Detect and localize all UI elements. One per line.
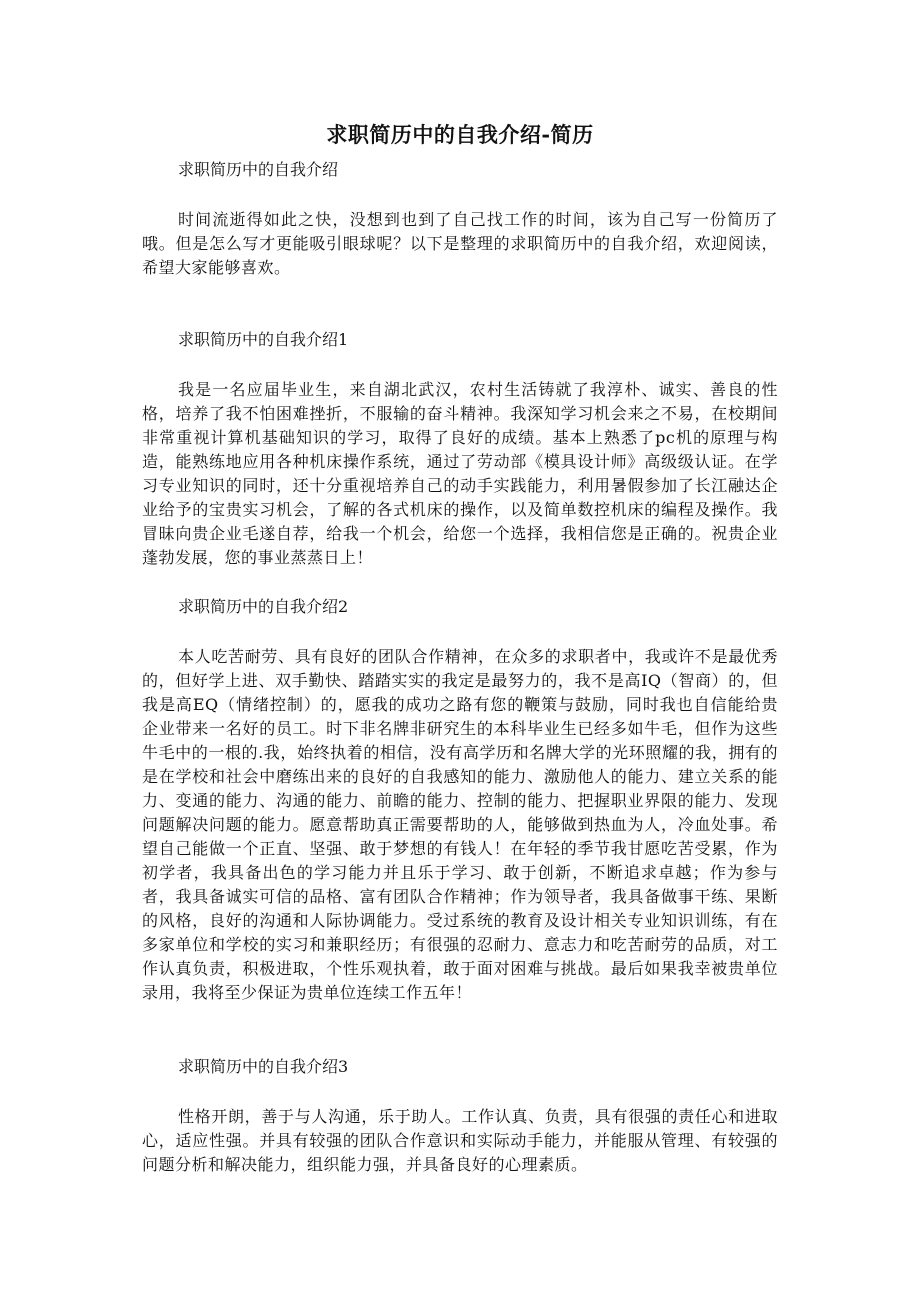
document-title: 求职简历中的自我介绍-简历 — [326, 122, 594, 147]
section-1-heading: 求职简历中的自我介绍1 — [178, 330, 349, 349]
section-3-body: 性格开朗，善于与人沟通，乐于助人。工作认真、负责，具有很强的责任心和进取心，适应性强。并具有较强的团队合作意识和实际动手能力，并能服从管理、有较强的问题分析和解决能力，组织能力强，并具备良好的心理素质。 — [142, 1107, 778, 1174]
section-3-heading: 求职简历中的自我介绍3 — [178, 1057, 349, 1076]
section-1-body: 我是一名应届毕业生，来自湖北武汉，农村生活铸就了我淳朴、诚实、善良的性格，培养了我不怕困难挫折，不服输的奋斗精神。我深知学习机会来之不易，在校期间非常重视计算机基础知识的学习，取得了良好的成绩。基本上熟悉了pc机的原理与构造，能熟练地应用各种机床操作系统，通过了劳动部《模具设计师》高级级认证。在学习专业知识的同时，还十分重视培养自己的动手实践能力，利用暑假参加了长江融达企业给予的宝贵实习机会，了解的各式机床的操作，以及简单数控机床的编程及操作。我冒昧向贵企业毛遂自荐，给我一个机会，给您一个选择，我相信您是正确的。祝贵企业蓬勃发展，您的事业蒸蒸日上！ — [142, 380, 778, 567]
intro-paragraph: 时间流逝得如此之快，没想到也到了自己找工作的时间，该为自己写一份简历了哦。但是怎么写才更能吸引眼球呢？以下是整理的求职简历中的自我介绍，欢迎阅读，希望大家能够喜欢。 — [142, 210, 778, 277]
section-2-body: 本人吃苦耐劳、具有良好的团队合作精神，在众多的求职者中，我或许不是最优秀的，但好学上进、双手勤快、踏踏实实的我定是最努力的，我不是高IQ（智商）的，但我是高EQ（情绪控制）的，愿我的成功之路有您的鞭策与鼓励，同时我也自信能给贵企业带来一名好的员工。时下非名牌非研究生的本科毕业生已经多如牛毛，但作为这些牛毛中的一根的.我，始终执着的相信，没有高学历和名牌大学的光环照耀的我，拥有的是在学校和社会中磨练出来的良好的自我感知的能力、激励他人的能力、建立关系的能力、变通的能力、沟通的能力、前瞻的能力、控制的能力、把握职业界限的能力、发现问题解决问题的能力。愿意帮助真正需要帮助的人，能够做到热血为人，冷血处事。希望自己能做一个正直、坚强、敢于梦想的有钱人！在年轻的季节我甘愿吃苦受累，作为初学者，我具备出色的学习能力并且乐于学习、敢于创新，不断追求卓越；作为参与者，我具备诚实可信的品格、富有团队合作精神；作为领导者，我具备做事干练、果断的风格，良好的沟通和人际协调能力。受过系统的教育及设计相关专业知识训练，有在多家单位和学校的实习和兼职经历；有很强的忍耐力、意志力和吃苦耐劳的品质，对工作认真负责，积极进取，个性乐观执着，敢于面对困难与挑战。最后如果我幸被贵单位录用，我将至少保证为贵单位连续工作五年！ — [142, 647, 778, 1002]
document-subtitle: 求职简历中的自我介绍 — [178, 160, 339, 179]
section-2-heading: 求职简历中的自我介绍2 — [178, 597, 349, 616]
